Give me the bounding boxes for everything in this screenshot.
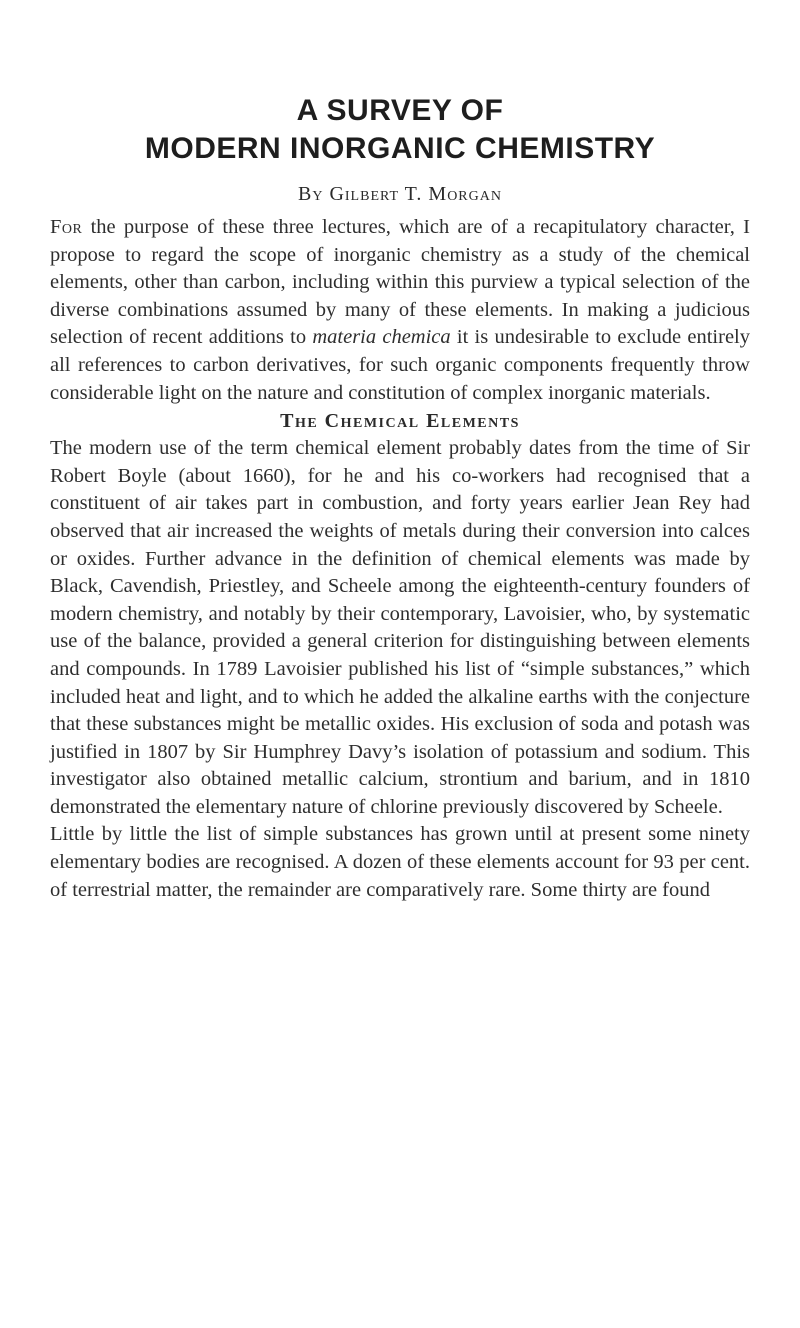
title-line-2: MODERN INORGANIC CHEMISTRY bbox=[144, 132, 656, 165]
intro-text-before: the purpose of these three lectures, which are of a recapitulatory character, I propose to regard the scope of inorganic chemistry as a study of the chemical elements, other than carbon, including within this purview a typical selection of the diverse combinations assumed by many of these elements. In making a judicious selection of recent additions to bbox=[50, 216, 750, 349]
document-title bbox=[50, 92, 750, 168]
title-line-1: A SURVEY OF bbox=[296, 94, 504, 127]
intro-italic-term: materia chemica bbox=[312, 326, 451, 349]
section-heading: The Chemical Elements bbox=[280, 410, 520, 433]
intro-lead-word: For bbox=[50, 216, 83, 238]
author-byline: By Gilbert T. Morgan bbox=[298, 183, 502, 205]
paragraph-elements-history: The modern use of the term chemical element probably dates from the time of Sir Robert Boyle (about 1660), for he and his co-workers had recognised that a constituent of air takes part in combustion, and forty years earlier Jean Rey had observed that air increased the weights of metals during their conversion into calces or oxides. Further advance in the definition of chemical elements was made by Black, Cavendish, Priestley, and Scheele among the eighteenth-century founders of modern chemistry, and notably by their contemporary, Lavoisier, who, by systematic use of the balance, provided a general criterion for distinguishing between elements and compounds. In 1789 Lavoisier published his list of “simple substances,” which included heat and light, and to which he added the alkaline earths with the conjecture that these substances might be metallic oxides. His exclusion of soda and potash was justified in 1807 by Sir Humphrey Davy’s isolation of potassium and sodium. This investigator also obtained metallic calcium, strontium and barium, and in 1810 demonstrated the elementary nature of chlorine previously discovered by Scheele. bbox=[50, 437, 750, 818]
document-page bbox=[50, 92, 750, 904]
intro-text-after: it is undesirable to exclude entirely all references to carbon derivatives, for such organic components frequently throw considerable light on the nature and constitution of complex inorganic materials. bbox=[50, 326, 750, 404]
paragraph-elements-count: Little by little the list of simple substances has grown until at present some ninety elementary bodies are recognised. A dozen of these elements account for 93 per cent. of terrestrial matter, the remainder are comparatively rare. Some thirty are found bbox=[50, 823, 750, 901]
intro-paragraph bbox=[50, 214, 750, 407]
